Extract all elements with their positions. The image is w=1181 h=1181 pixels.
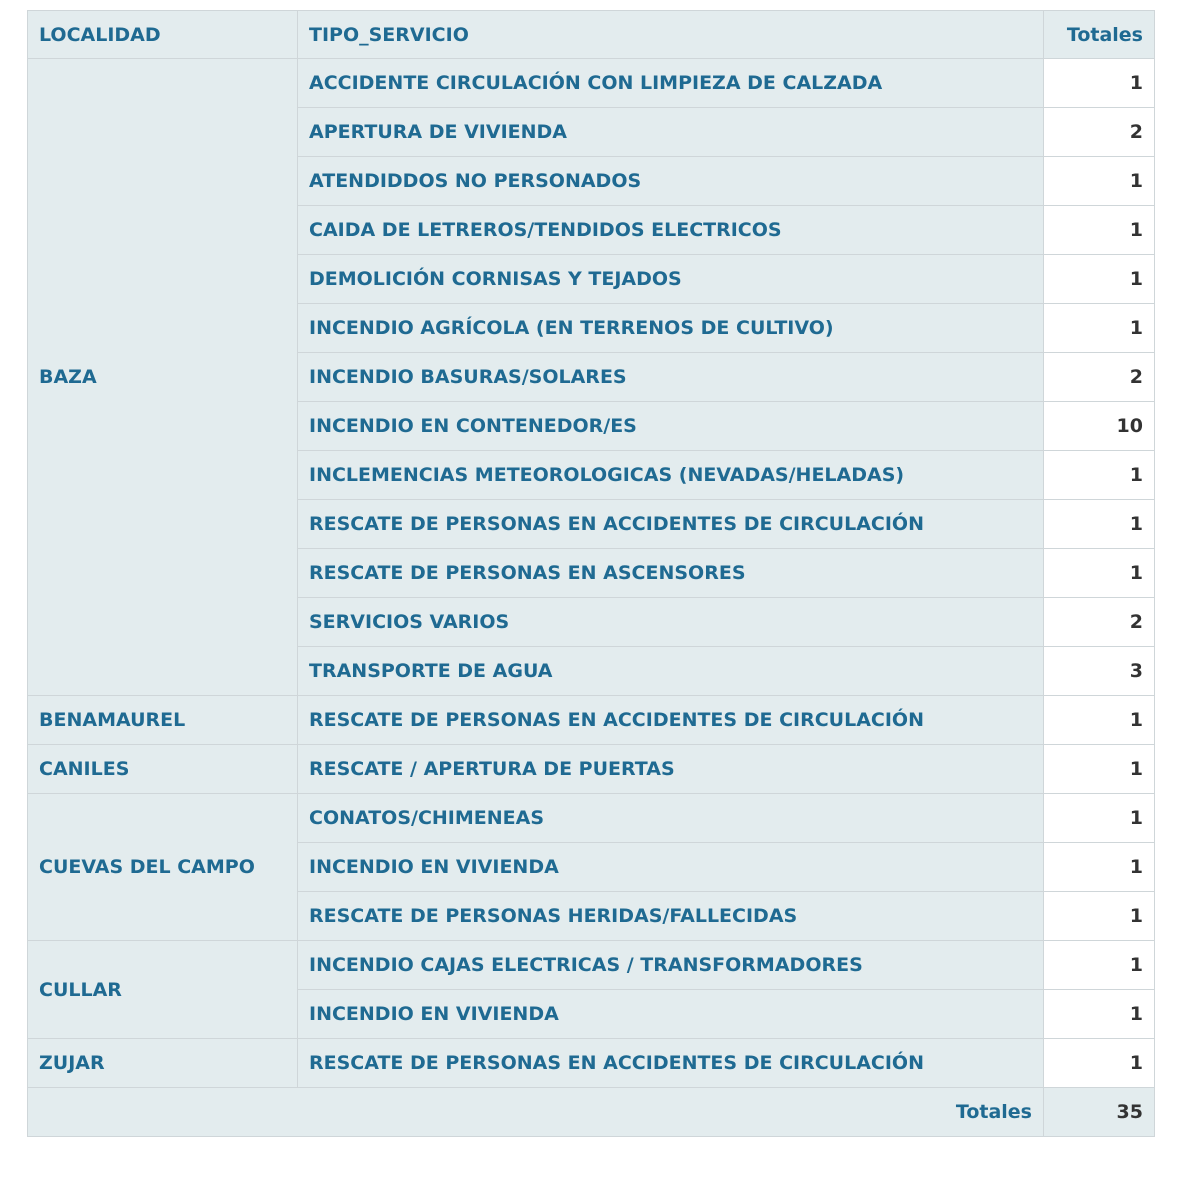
table-row [28, 745, 1155, 794]
total-cell: 10 [1044, 402, 1155, 451]
total-cell: 3 [1044, 647, 1155, 696]
localidad-cell: CULLAR [28, 941, 298, 1039]
total-cell: 1 [1044, 843, 1155, 892]
total-cell: 1 [1044, 304, 1155, 353]
total-cell: 1 [1044, 500, 1155, 549]
tipo-servicio-cell: TRANSPORTE DE AGUA [298, 647, 1044, 696]
tipo-servicio-cell: SERVICIOS VARIOS [298, 598, 1044, 647]
total-cell: 1 [1044, 696, 1155, 745]
tipo-servicio-cell: ATENDIDDOS NO PERSONADOS [298, 157, 1044, 206]
tipo-servicio-cell: INCENDIO EN VIVIENDA [298, 990, 1044, 1039]
header-tipo-servicio[interactable]: TIPO_SERVICIO [298, 11, 1044, 59]
total-cell: 1 [1044, 157, 1155, 206]
table-body [28, 59, 1155, 1088]
total-cell: 1 [1044, 59, 1155, 108]
total-cell: 1 [1044, 206, 1155, 255]
tipo-servicio-cell: RESCATE DE PERSONAS EN ASCENSORES [298, 549, 1044, 598]
tipo-servicio-cell: APERTURA DE VIVIENDA [298, 108, 1044, 157]
localidad-cell: BAZA [28, 59, 298, 696]
tipo-servicio-cell: INCENDIO EN VIVIENDA [298, 843, 1044, 892]
grand-total-label: Totales [28, 1088, 1044, 1137]
pivot-table [27, 10, 1155, 1137]
total-cell: 1 [1044, 1039, 1155, 1088]
total-cell: 2 [1044, 598, 1155, 647]
tipo-servicio-cell: DEMOLICIÓN CORNISAS Y TEJADOS [298, 255, 1044, 304]
tipo-servicio-cell: INCENDIO CAJAS ELECTRICAS / TRANSFORMADORES [298, 941, 1044, 990]
table-row [28, 696, 1155, 745]
localidad-cell: CUEVAS DEL CAMPO [28, 794, 298, 941]
tipo-servicio-cell: INCENDIO BASURAS/SOLARES [298, 353, 1044, 402]
table-row [28, 794, 1155, 843]
tipo-servicio-cell: INCENDIO AGRÍCOLA (EN TERRENOS DE CULTIVO) [298, 304, 1044, 353]
total-cell: 2 [1044, 353, 1155, 402]
header-totales[interactable]: Totales [1044, 11, 1155, 59]
total-cell: 2 [1044, 108, 1155, 157]
total-cell: 1 [1044, 255, 1155, 304]
tipo-servicio-cell: RESCATE DE PERSONAS HERIDAS/FALLECIDAS [298, 892, 1044, 941]
total-cell: 1 [1044, 892, 1155, 941]
header-row [28, 11, 1155, 59]
total-cell: 1 [1044, 990, 1155, 1039]
tipo-servicio-cell: CAIDA DE LETREROS/TENDIDOS ELECTRICOS [298, 206, 1044, 255]
localidad-cell: CANILES [28, 745, 298, 794]
localidad-cell: BENAMAUREL [28, 696, 298, 745]
table-row [28, 59, 1155, 108]
tipo-servicio-cell: RESCATE DE PERSONAS EN ACCIDENTES DE CIRCULACIÓN [298, 696, 1044, 745]
tipo-servicio-cell: INCLEMENCIAS METEOROLOGICAS (NEVADAS/HELADAS) [298, 451, 1044, 500]
tipo-servicio-cell: RESCATE DE PERSONAS EN ACCIDENTES DE CIRCULACIÓN [298, 1039, 1044, 1088]
total-cell: 1 [1044, 745, 1155, 794]
total-cell: 1 [1044, 941, 1155, 990]
total-cell: 1 [1044, 549, 1155, 598]
header-localidad[interactable]: LOCALIDAD [28, 11, 298, 59]
tipo-servicio-cell: RESCATE / APERTURA DE PUERTAS [298, 745, 1044, 794]
tipo-servicio-cell: ACCIDENTE CIRCULACIÓN CON LIMPIEZA DE CALZADA [298, 59, 1044, 108]
localidad-cell: ZUJAR [28, 1039, 298, 1088]
tipo-servicio-cell: CONATOS/CHIMENEAS [298, 794, 1044, 843]
totals-row [28, 1088, 1155, 1137]
grand-total-value: 35 [1044, 1088, 1155, 1137]
table-row [28, 941, 1155, 990]
table-row [28, 1039, 1155, 1088]
tipo-servicio-cell: RESCATE DE PERSONAS EN ACCIDENTES DE CIRCULACIÓN [298, 500, 1044, 549]
total-cell: 1 [1044, 451, 1155, 500]
total-cell: 1 [1044, 794, 1155, 843]
tipo-servicio-cell: INCENDIO EN CONTENEDOR/ES [298, 402, 1044, 451]
